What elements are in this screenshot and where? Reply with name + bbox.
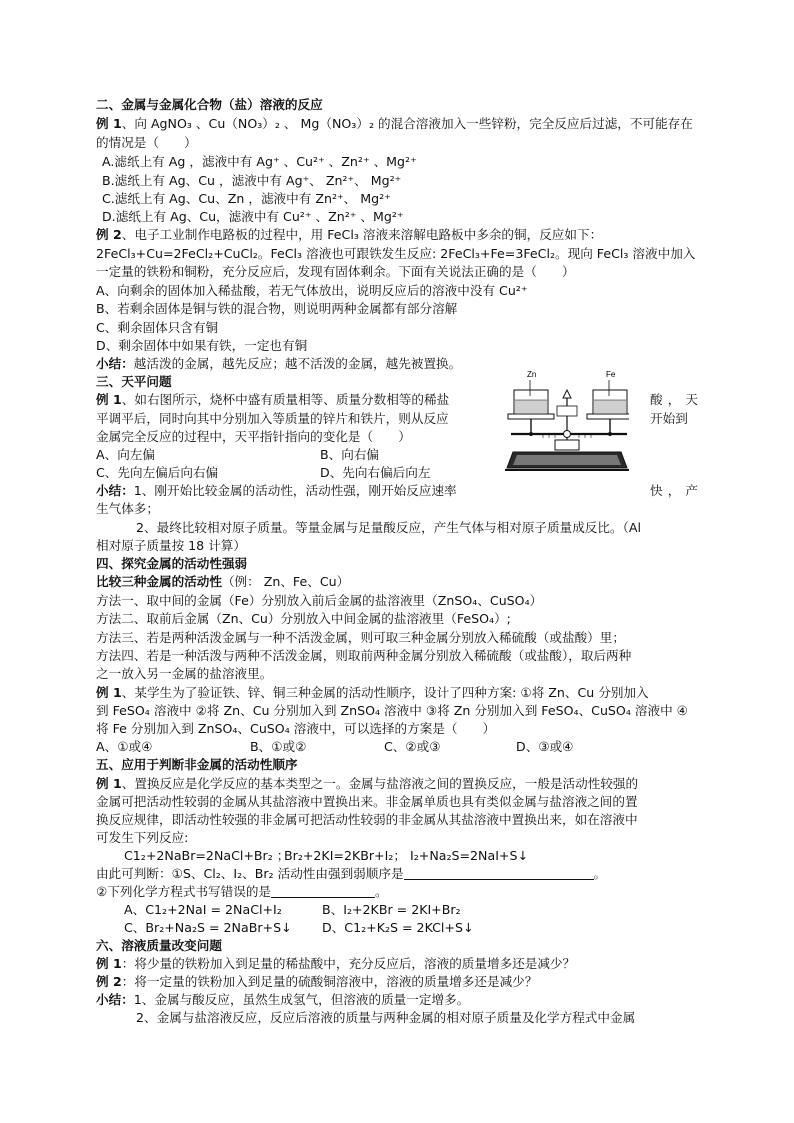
sec5-example-1-line-4: 可发生下列反应:	[96, 830, 189, 845]
sec5-question-2: ②下列化学方程式书写错误的是 。	[96, 884, 388, 899]
sec3-example-1-line-2: 平调平后，同时向其中分别加入等质量的锌片和铁片，则从反应	[96, 411, 449, 426]
option-c: C.滤纸上有 Ag、Cu、Zn ，滤液中有 Zn²⁺、 Mg²⁺	[102, 191, 391, 206]
option-b: B、向右偏	[320, 447, 380, 462]
section-5-title: 五、应用于判断非金属的活动性顺序	[96, 757, 298, 772]
example-label: 例 2	[96, 227, 122, 242]
method-1: 方法一、取中间的金属（Fe）分别放入前后金属的盐溶液里（ZnSO₄、CuSO₄）	[96, 593, 543, 608]
option-a: A.滤纸上有 Ag ，滤液中有 Ag⁺ 、Cu²⁺ 、Zn²⁺ 、Mg²⁺	[102, 154, 417, 169]
sec6-example-1: 例 1：将少量的铁粉加入到足量的稀盐酸中，充分反应后，溶液的质量增多还是减少？	[96, 956, 576, 971]
method-4: 方法四、若是一种活泼与两种不活泼金属，则取前两种金属分别放入稀硫酸（或盐酸），取后两种	[96, 648, 632, 663]
fe-label: Fe	[606, 370, 616, 379]
section-4-title: 四、探究金属的活动性强弱	[96, 556, 248, 571]
sec6-summary-1: 小结：1、金属与酸反应，虽然生成氢气，但溶液的质量一定增多。	[96, 992, 470, 1007]
option-d: D、③或④	[516, 739, 574, 754]
sec3-summary-line-1: 小结：1、刚开始比较金属的活动性，活动性强，刚开始反应速率	[96, 483, 457, 498]
answer-blank[interactable]	[271, 884, 375, 898]
equation-1: C1₂+2NaBr=2NaCl+Br₂ ；	[124, 848, 290, 863]
sec2-example-2-line-2: 2FeCl₃+Cu=2FeCl₂+CuCl₂。FeCl₃ 溶液也可跟铁发生反应: 2FeCl₃+Fe=3FeCl₂。现向 FeCl₃ 溶液中加入	[96, 246, 696, 261]
section-6-title: 六、溶液质量改变问题	[96, 938, 222, 953]
option-a: A、向剩余的固体加入稀盐酸，若无气体放出，说明反应后的溶液中没有 Cu²⁺	[96, 283, 528, 298]
sec4-subtitle: 比较三种金属的活动性（例： Zn、Fe、Cu）	[96, 574, 350, 589]
method-3: 方法三、若是两种活泼金属与一种不活泼金属，则可取三种金属分别放入稀硫酸（或盐酸）里；	[96, 630, 625, 645]
option-c: C、先向左偏后向右偏	[96, 465, 219, 480]
sec2-example-1-line-1: 例 1、向 AgNO₃ 、Cu（NO₃）₂ 、 Mg（NO₃）₂ 的混合溶液加入一些锌粉，完全反应后过滤，不可能存在	[96, 116, 693, 131]
option-a: A、①或④	[96, 739, 153, 754]
method-2: 方法二、取前后金属（Zn、Cu）分别放入中间金属的盐溶液里（FeSO₄）;	[96, 611, 511, 626]
section-3-title: 三、天平问题	[96, 374, 172, 389]
sec2-example-1-line-2: 的情况是（ ）	[96, 135, 197, 150]
option-b: B、若剩余固体是铜与铁的混合物，则说明两种金属都有部分溶解	[96, 301, 458, 316]
sec4-example-1-line-2: 到 FeSO₄ 溶液中 ②将 Zn、Cu 分别加入到 ZnSO₄ 溶液中 ③将 Zn 分别加入到 FeSO₄、CuSO₄ 溶液中 ④	[96, 703, 688, 718]
sec6-summary-2: 2、金属与盐溶液反应，反应后溶液的质量与两种金属的相对原子质量及化学方程式中金属	[136, 1010, 636, 1025]
option-c: C、剩余固体只含有铜	[96, 320, 219, 335]
right-beaker	[593, 390, 627, 414]
sec6-example-2: 例 2：将一定量的铁粉加入到足量的硫酸铜溶液中，溶液的质量增多还是减少？	[96, 974, 538, 989]
sec5-example-1-line-3: 换反应规律，即活动性较强的非金属可把活动性较弱的非金属从其盐溶液中置换出来，如在溶液中	[96, 812, 638, 827]
answer-blank[interactable]	[404, 866, 594, 880]
option-b: B、①或②	[250, 739, 307, 754]
zn-label: Zn	[527, 370, 537, 379]
sec3-summary-point-2-cont: 相对原子质量按 18 计算）	[96, 538, 246, 553]
sec2-summary: 小结：越活泼的金属，越先反应；越不活泼的金属，越先被置换。	[96, 356, 462, 371]
option-d: D、先向右偏后向左	[320, 465, 431, 480]
pointer-icon	[563, 390, 571, 398]
sec3-example-1-line-1: 例 1、如右图所示，烧杯中盛有质量相等、质量分数相等的稀盐	[96, 392, 450, 407]
option-b: B.滤纸上有 Ag、Cu ，滤液中有 Ag⁺、 Zn²⁺、 Mg²⁺	[102, 173, 402, 188]
option-c: C、②或③	[384, 739, 441, 754]
option-d: D.滤纸上有 Ag、Cu，滤液中有 Cu²⁺ 、Zn²⁺ 、Mg²⁺	[102, 209, 404, 224]
option-a: A、C1₂+2NaI = 2NaCl+I₂	[124, 902, 282, 917]
sec4-example-1-line-1: 例 1、某学生为了验证铁、锌、铜三种金属的活动性顺序，设计了四种方案: ①将 Zn、Cu 分别加入	[96, 685, 649, 700]
sec3-summary-tail: 快 ， 产	[650, 483, 698, 498]
option-b: B、I₂+2KBr = 2KI+Br₂	[322, 902, 461, 917]
sec3-line-2-tail: 开始到	[650, 411, 688, 426]
sec3-summary-line-2: 生气体多；	[96, 501, 159, 516]
equation-2: Br₂+2KI=2KBr+I₂；	[284, 848, 406, 863]
sec4-example-1-line-3: 将 Fe 分别加入到 ZnSO₄、CuSO₄ 溶液中，可以选择的方案是（ ）	[96, 721, 496, 736]
method-4-cont: 之一放入另一金属的盐溶液里。	[96, 666, 273, 681]
sec3-line-1-tail: 酸 ， 天	[650, 392, 698, 407]
example-label: 例 1	[96, 116, 122, 131]
option-d: D、C1₂+K₂S = 2KCl+S↓	[322, 920, 474, 935]
left-beaker	[514, 390, 548, 414]
option-c: C、Br₂+Na₂S = 2NaBr+S↓	[124, 920, 292, 935]
section-2-title: 二、金属与金属化合物（盐）溶液的反应	[96, 97, 323, 112]
option-a: A、向左偏	[96, 447, 155, 462]
sec2-example-2-line-3: 一定量的铁粉和铜粉，充分反应后，发现有固体剩余。下面有关说法正确的是（ ）	[96, 264, 575, 279]
sec5-example-1-line-1: 例 1、置换反应是化学反应的基本类型之一。金属与盐溶液之间的置换反应，一般是活动性较强的	[96, 776, 639, 791]
option-d: D、剩余固体中如果有铁，一定也有铜	[96, 338, 308, 353]
sec5-example-1-line-2: 金属可把活动性较弱的金属从其盐溶液中置换出来。非金属单质也具有类似金属与盐溶液之间的置	[96, 794, 638, 809]
sec3-summary-point-2: 2、最终比较相对原子质量。等量金属与足量酸反应，产生气体与相对原子质量成反比。（Al	[136, 520, 641, 535]
sec2-example-2-line-1: 例 2、电子工业制作电路板的过程中，用 FeCl₃ 溶液来溶解电路板中多余的铜，反应如下：	[96, 227, 603, 242]
sec3-example-1-line-3: 金属完全反应的过程中，天平指针指向的变化是（ ）	[96, 429, 411, 444]
balance-scale-figure	[503, 368, 629, 480]
equation-3: I₂+Na₂S=2NaI+S↓	[410, 848, 529, 863]
sec5-question-1: 由此可判断：①S、Cl₂、I₂、Br₂ 活动性由强到弱顺序是 。	[96, 866, 607, 881]
